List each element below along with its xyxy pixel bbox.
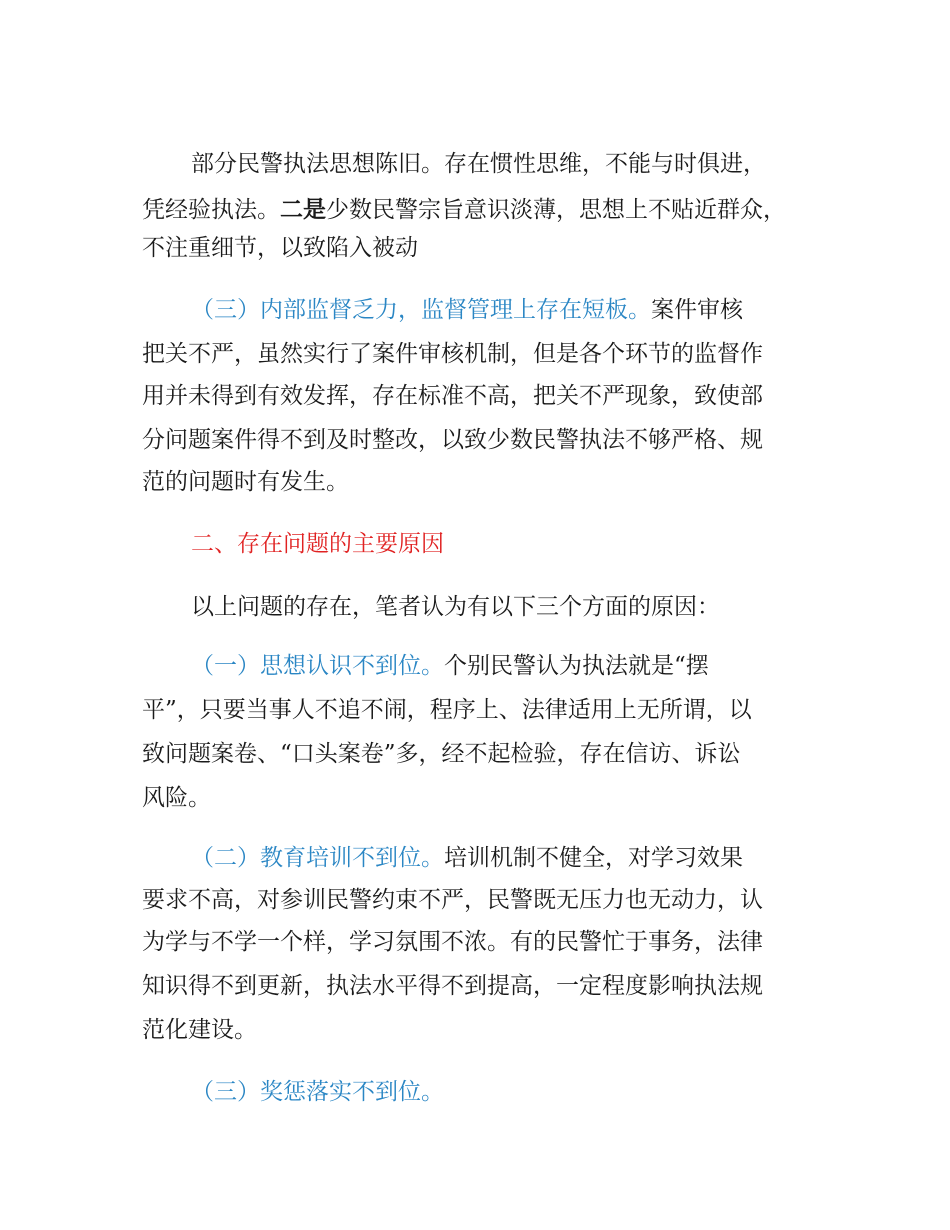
text-span: 以上问题的存在，笔者认为有以下三个方面的原因： bbox=[191, 594, 720, 620]
paragraph-6-line-1 bbox=[191, 1069, 444, 1115]
text-span: 凭经验执法。 bbox=[142, 197, 280, 223]
text-span: 为学与不学一个样，学习氛围不浓。有的民警忙于事务，法律 bbox=[142, 929, 763, 955]
text-span: 案件审核 bbox=[651, 297, 743, 323]
section-title bbox=[191, 521, 444, 567]
text-span: 知识得不到更新，执法水平得不到提高，一定程度影响执法规 bbox=[142, 973, 763, 999]
section-title-text: 二、存在问题的主要原因 bbox=[191, 531, 444, 557]
text-span: 致问题案卷、“口头案卷”多，经不起检验，存在信访、诉讼 bbox=[142, 741, 741, 767]
text-span: 部分民警执法思想陈旧。存在惯性思维，不能与时俱进， bbox=[191, 151, 766, 177]
paragraph-4-line-1 bbox=[191, 643, 709, 689]
subheading-thinking: （一）思想认识不到位。 bbox=[191, 653, 444, 679]
paragraph-5-line-3 bbox=[142, 919, 763, 965]
text-span: 平”，只要当事人不追不闹，程序上、法律适用上无所谓，以 bbox=[142, 697, 752, 723]
paragraph-4-line-4 bbox=[142, 775, 211, 821]
paragraph-2-line-5 bbox=[142, 459, 349, 505]
paragraph-2-line-3 bbox=[142, 373, 763, 419]
paragraph-4-line-2 bbox=[142, 687, 752, 733]
text-span: 要求不高，对参训民警约束不严，民警既无压力也无动力，认 bbox=[142, 887, 763, 913]
paragraph-2-line-1 bbox=[191, 287, 743, 333]
text-span: 把关不严，虽然实行了案件审核机制，但是各个环节的监督作 bbox=[142, 341, 763, 367]
text-span: 分问题案件得不到及时整改，以致少数民警执法不够严格、规 bbox=[142, 427, 763, 453]
text-span: 范化建设。 bbox=[142, 1017, 257, 1043]
paragraph-4-line-3 bbox=[142, 731, 741, 777]
paragraph-2-line-2 bbox=[142, 331, 763, 377]
paragraph-3-line-1 bbox=[191, 584, 720, 630]
text-span: 不注重细节，以致陷入被动 bbox=[142, 235, 418, 261]
text-span: 范的问题时有发生。 bbox=[142, 469, 349, 495]
paragraph-5-line-2 bbox=[142, 877, 763, 923]
subheading-rewards: （三）奖惩落实不到位。 bbox=[191, 1079, 444, 1105]
text-span: 用并未得到有效发挥，存在标准不高，把关不严现象，致使部 bbox=[142, 383, 763, 409]
subheading-internal-supervision: （三）内部监督乏力，监督管理上存在短板。 bbox=[191, 297, 651, 323]
paragraph-5-line-1 bbox=[191, 835, 743, 881]
paragraph-2-line-4 bbox=[142, 417, 763, 463]
text-span: 少数民警宗旨意识淡薄，思想上不贴近群众， bbox=[326, 197, 786, 223]
bold-text-span: 二是 bbox=[280, 196, 326, 223]
text-span: 风险。 bbox=[142, 785, 211, 811]
text-span: 个别民警认为执法就是“摆 bbox=[444, 653, 709, 679]
paragraph-1-line-3 bbox=[142, 225, 418, 271]
subheading-training: （二）教育培训不到位。 bbox=[191, 845, 444, 871]
paragraph-5-line-5 bbox=[142, 1007, 257, 1053]
text-span: 培训机制不健全，对学习效果 bbox=[444, 845, 743, 871]
paragraph-5-line-4 bbox=[142, 963, 763, 1009]
paragraph-1-line-1 bbox=[191, 141, 766, 187]
